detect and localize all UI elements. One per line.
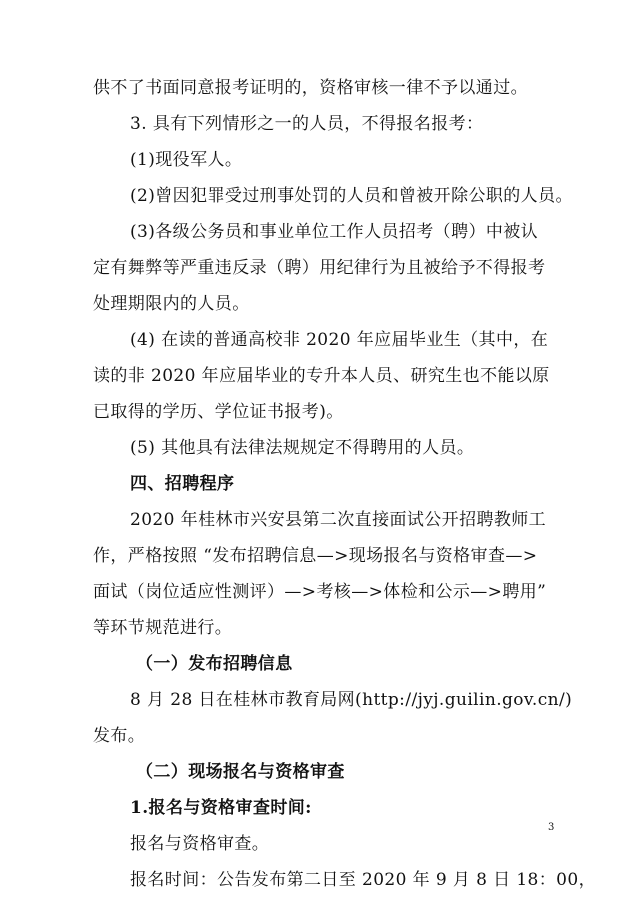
paragraph-line: 8 月 28 日在桂林市教育局网(http://jyj.guilin.gov.cn/) bbox=[130, 690, 573, 710]
list-item: (2)曾因犯罪受过刑事处罚的人员和曾被开除公职的人员。 bbox=[130, 186, 573, 206]
paragraph-line: 面试（岗位适应性测评）—>考核—>体检和公示—>聘用” bbox=[93, 582, 547, 602]
page-number: 3 bbox=[548, 822, 555, 833]
paragraph-line: 处理期限内的人员。 bbox=[93, 294, 250, 314]
paragraph-line: 发布。 bbox=[93, 726, 146, 746]
paragraph-line: 供不了书面同意报考证明的，资格审核一律不予以通过。 bbox=[93, 78, 528, 98]
subsection-heading: （二）现场报名与资格审查 bbox=[136, 762, 345, 782]
paragraph-line: 作，严格按照 “发布招聘信息—>现场报名与资格审查—> bbox=[93, 546, 538, 566]
paragraph-line: 等环节规范进行。 bbox=[93, 618, 233, 638]
list-item: (3)各级公务员和事业单位工作人员招考（聘）中被认 bbox=[130, 222, 539, 242]
paragraph-line: 2020 年桂林市兴安县第二次直接面试公开招聘教师工 bbox=[130, 510, 547, 530]
paragraph-line: 已取得的学历、学位证书报考)。 bbox=[93, 402, 344, 422]
list-heading: 3. 具有下列情形之一的人员，不得报名报考： bbox=[130, 114, 484, 134]
paragraph-line: 读的非 2020 年应届毕业的专升本人员、研究生也不能以原 bbox=[93, 366, 550, 386]
section-heading: 四、招聘程序 bbox=[130, 474, 235, 494]
list-item: (1)现役军人。 bbox=[130, 150, 243, 170]
paragraph-line: 定有舞弊等严重违反录（聘）用纪律行为且被给予不得报考 bbox=[93, 258, 546, 278]
subsection-heading: （一）发布招聘信息 bbox=[136, 654, 293, 674]
paragraph-line: 报名时间：公告发布第二日至 2020 年 9 月 8 日 18：00， bbox=[130, 870, 596, 890]
list-item: (4) 在读的普通高校非 2020 年应届毕业生（其中，在 bbox=[130, 330, 549, 350]
paragraph-line: 报名与资格审查。 bbox=[130, 834, 270, 854]
item-heading: 1.报名与资格审查时间: bbox=[130, 798, 312, 818]
list-item: (5) 其他具有法律法规规定不得聘用的人员。 bbox=[130, 438, 475, 458]
